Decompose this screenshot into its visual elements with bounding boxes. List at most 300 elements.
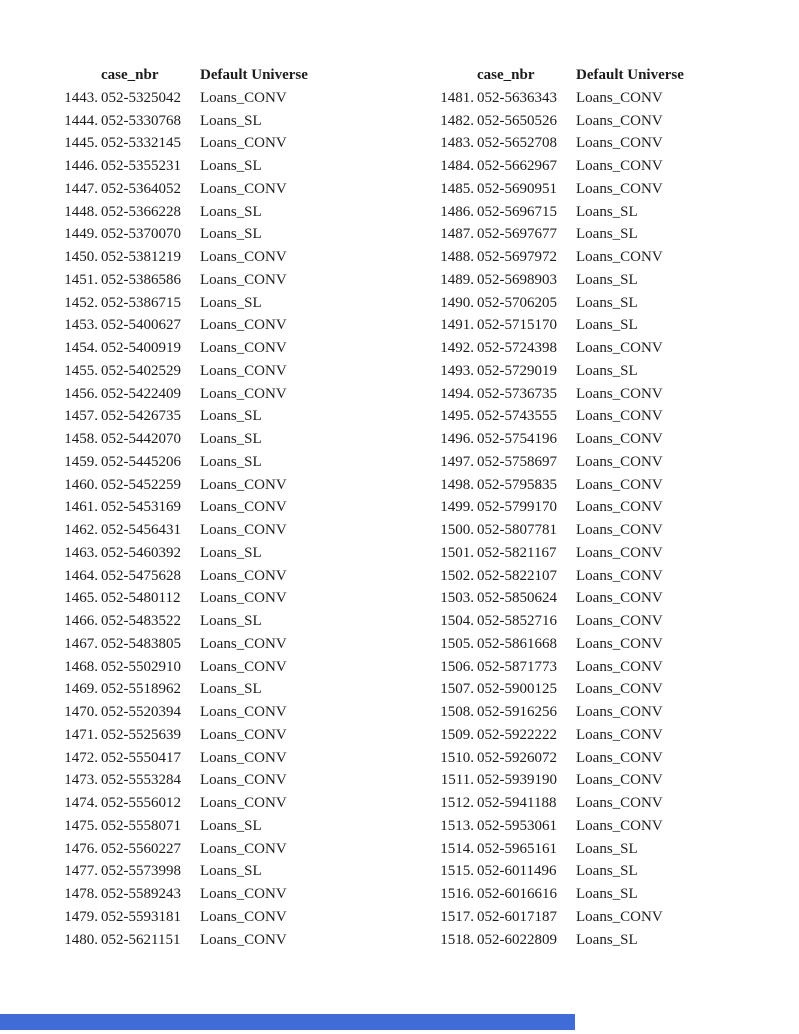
row-default-universe: Loans_CONV [576, 431, 663, 447]
row-case-nbr: 052-5724398 [477, 340, 557, 356]
row-case-nbr: 052-5900125 [477, 681, 557, 698]
row-index: 1472. [64, 749, 98, 766]
table-row [38, 929, 308, 952]
table-row [38, 269, 308, 292]
row-case-nbr: 052-5807781 [477, 522, 557, 538]
row-default-universe: Loans_CONV [200, 772, 287, 789]
row-case-nbr: 052-5402529 [101, 362, 181, 379]
table-row [38, 155, 308, 178]
row-index: 1456. [64, 385, 98, 402]
row-case-nbr: 052-5422409 [101, 385, 181, 402]
row-default-universe: Loans_CONV [200, 658, 287, 675]
row-case-nbr: 052-5442070 [101, 431, 181, 447]
row-index: 1503. [440, 590, 474, 607]
column-header-default-universe: Default Universe [200, 67, 308, 83]
row-default-universe: Loans_SL [200, 158, 262, 174]
row-index: 1448. [64, 203, 98, 220]
row-case-nbr: 052-5453169 [101, 499, 181, 516]
row-default-universe: Loans_CONV [200, 704, 287, 720]
row-index: 1497. [440, 453, 474, 470]
row-index: 1451. [64, 271, 98, 288]
table-row [38, 383, 308, 406]
row-default-universe: Loans_CONV [200, 795, 287, 811]
table-row [38, 678, 308, 701]
row-case-nbr: 052-5330768 [101, 112, 181, 129]
row-index: 1513. [440, 817, 474, 834]
case-table-right [414, 64, 684, 951]
row-case-nbr: 052-5729019 [477, 362, 557, 379]
table-row [414, 769, 684, 792]
table-row [38, 542, 308, 565]
row-index: 1510. [440, 749, 474, 766]
row-default-universe: Loans_CONV [576, 522, 663, 538]
row-default-universe: Loans_CONV [200, 271, 287, 288]
table-row [38, 633, 308, 656]
table-row [38, 860, 308, 883]
row-default-universe: Loans_SL [200, 203, 262, 220]
table-row [38, 178, 308, 201]
row-case-nbr: 052-5475628 [101, 567, 181, 584]
row-index: 1471. [64, 726, 98, 743]
row-case-nbr: 052-5366228 [101, 203, 181, 220]
row-default-universe: Loans_SL [576, 317, 638, 334]
row-default-universe: Loans_CONV [576, 613, 663, 629]
row-case-nbr: 052-5483522 [101, 613, 181, 629]
row-default-universe: Loans_CONV [576, 180, 663, 197]
table-row [414, 701, 684, 724]
row-index: 1512. [440, 795, 474, 811]
row-default-universe: Loans_SL [200, 681, 262, 698]
row-default-universe: Loans_CONV [576, 135, 663, 152]
row-index: 1501. [440, 544, 474, 561]
row-default-universe: Loans_CONV [200, 385, 287, 402]
table-row [414, 519, 684, 542]
table-row [414, 565, 684, 588]
table-row [38, 110, 308, 133]
row-default-universe: Loans_SL [576, 294, 638, 311]
row-default-universe: Loans_CONV [200, 522, 287, 538]
row-default-universe: Loans_SL [576, 362, 638, 379]
row-default-universe: Loans_CONV [576, 499, 663, 516]
row-index: 1458. [64, 431, 98, 447]
table-row [414, 838, 684, 861]
row-case-nbr: 052-5871773 [477, 658, 557, 675]
table-row [38, 587, 308, 610]
row-default-universe: Loans_CONV [576, 704, 663, 720]
row-index: 1504. [440, 613, 474, 629]
row-default-universe: Loans_CONV [576, 590, 663, 607]
row-index: 1450. [64, 249, 98, 265]
row-case-nbr: 052-5460392 [101, 544, 181, 561]
row-index: 1498. [440, 476, 474, 493]
table-row [414, 360, 684, 383]
row-case-nbr: 052-5386586 [101, 271, 181, 288]
table-row [414, 223, 684, 246]
table-row [38, 769, 308, 792]
row-default-universe: Loans_CONV [200, 89, 287, 106]
row-index: 1467. [64, 635, 98, 652]
row-default-universe: Loans_CONV [576, 567, 663, 584]
row-case-nbr: 052-5520394 [101, 704, 181, 720]
table-row [414, 792, 684, 815]
row-default-universe: Loans_CONV [200, 249, 287, 265]
row-index: 1518. [440, 931, 474, 948]
row-default-universe: Loans_CONV [576, 544, 663, 561]
table-row [38, 815, 308, 838]
index-header-spacer [414, 64, 474, 87]
row-index: 1489. [440, 271, 474, 288]
table-row [38, 223, 308, 246]
row-case-nbr: 052-5456431 [101, 522, 181, 538]
row-default-universe: Loans_SL [200, 453, 262, 470]
row-default-universe: Loans_SL [200, 817, 262, 834]
table-row [38, 610, 308, 633]
table-row [414, 428, 684, 451]
row-case-nbr: 052-5736735 [477, 385, 557, 402]
row-default-universe: Loans_CONV [200, 317, 287, 334]
row-default-universe: Loans_SL [200, 544, 262, 561]
row-default-universe: Loans_SL [576, 931, 638, 948]
row-index: 1452. [64, 294, 98, 311]
row-default-universe: Loans_SL [200, 431, 262, 447]
table-row [414, 883, 684, 906]
row-index: 1508. [440, 704, 474, 720]
row-case-nbr: 052-5386715 [101, 294, 181, 311]
row-default-universe: Loans_CONV [200, 499, 287, 516]
table-row [38, 906, 308, 929]
table-row [414, 337, 684, 360]
row-default-universe: Loans_CONV [200, 931, 287, 948]
row-index: 1460. [64, 476, 98, 493]
row-default-universe: Loans_CONV [576, 453, 663, 470]
row-case-nbr: 052-5426735 [101, 408, 181, 425]
row-default-universe: Loans_CONV [576, 340, 663, 356]
row-default-universe: Loans_CONV [200, 476, 287, 493]
row-index: 1453. [64, 317, 98, 334]
table-row [38, 883, 308, 906]
row-index: 1488. [440, 249, 474, 265]
row-default-universe: Loans_SL [576, 271, 638, 288]
row-default-universe: Loans_CONV [200, 362, 287, 379]
row-case-nbr: 052-5953061 [477, 817, 557, 834]
row-default-universe: Loans_SL [200, 294, 262, 311]
row-index: 1517. [440, 908, 474, 925]
row-default-universe: Loans_CONV [200, 635, 287, 652]
row-default-universe: Loans_CONV [576, 908, 663, 925]
table-row [414, 269, 684, 292]
row-index: 1455. [64, 362, 98, 379]
row-index: 1511. [440, 772, 474, 789]
row-index: 1500. [440, 522, 474, 538]
row-default-universe: Loans_CONV [576, 658, 663, 675]
row-default-universe: Loans_CONV [200, 590, 287, 607]
row-index: 1507. [440, 681, 474, 698]
row-default-universe: Loans_CONV [200, 340, 287, 356]
row-case-nbr: 052-5706205 [477, 294, 557, 311]
table-row [38, 792, 308, 815]
row-index: 1465. [64, 590, 98, 607]
table-row [414, 246, 684, 269]
row-default-universe: Loans_CONV [576, 112, 663, 129]
column-header-default-universe: Default Universe [576, 67, 684, 83]
row-case-nbr: 052-5355231 [101, 158, 181, 174]
row-index: 1485. [440, 180, 474, 197]
row-index: 1466. [64, 613, 98, 629]
row-case-nbr: 052-5821167 [477, 544, 557, 561]
row-index: 1483. [440, 135, 474, 152]
table-row [414, 110, 684, 133]
table-row [38, 337, 308, 360]
table-row [414, 929, 684, 952]
table-header-right [414, 64, 684, 87]
row-case-nbr: 052-5483805 [101, 635, 181, 652]
row-default-universe: Loans_CONV [200, 908, 287, 925]
table-row [414, 747, 684, 770]
row-index: 1462. [64, 522, 98, 538]
row-case-nbr: 052-5939190 [477, 772, 557, 789]
row-index: 1502. [440, 567, 474, 584]
row-index: 1491. [440, 317, 474, 334]
table-row [414, 155, 684, 178]
table-row [414, 474, 684, 497]
row-index: 1514. [440, 840, 474, 857]
table-row [414, 633, 684, 656]
row-default-universe: Loans_CONV [576, 385, 663, 402]
table-row [414, 587, 684, 610]
row-case-nbr: 052-5861668 [477, 635, 557, 652]
row-index: 1499. [440, 499, 474, 516]
row-default-universe: Loans_CONV [576, 408, 663, 425]
row-default-universe: Loans_CONV [200, 840, 287, 857]
row-case-nbr: 052-5754196 [477, 431, 557, 447]
row-default-universe: Loans_CONV [576, 817, 663, 834]
row-index: 1496. [440, 431, 474, 447]
row-index: 1490. [440, 294, 474, 311]
row-index: 1454. [64, 340, 98, 356]
table-row [38, 87, 308, 110]
row-default-universe: Loans_SL [200, 408, 262, 425]
index-header-spacer [38, 64, 98, 87]
table-row [38, 405, 308, 428]
row-case-nbr: 052-5652708 [477, 135, 557, 152]
row-case-nbr: 052-5589243 [101, 886, 181, 902]
row-index: 1464. [64, 567, 98, 584]
row-case-nbr: 052-5621151 [101, 931, 181, 948]
table-row [414, 678, 684, 701]
row-index: 1475. [64, 817, 98, 834]
footer-highlight-bar [0, 1014, 575, 1030]
row-case-nbr: 052-5381219 [101, 249, 181, 265]
table-row [414, 860, 684, 883]
row-default-universe: Loans_CONV [200, 180, 287, 197]
row-index: 1468. [64, 658, 98, 675]
row-default-universe: Loans_SL [576, 840, 638, 857]
table-row [38, 292, 308, 315]
table-row [414, 132, 684, 155]
row-case-nbr: 052-5926072 [477, 749, 557, 766]
row-index: 1477. [64, 863, 98, 880]
table-row [414, 87, 684, 110]
row-default-universe: Loans_CONV [200, 567, 287, 584]
row-case-nbr: 052-5400919 [101, 340, 181, 356]
row-case-nbr: 052-5922222 [477, 726, 557, 743]
row-index: 1443. [64, 89, 98, 106]
row-case-nbr: 052-5650526 [477, 112, 557, 129]
row-index: 1493. [440, 362, 474, 379]
row-case-nbr: 052-5556012 [101, 795, 181, 811]
row-index: 1492. [440, 340, 474, 356]
row-index: 1463. [64, 544, 98, 561]
row-case-nbr: 052-5799170 [477, 499, 557, 516]
row-case-nbr: 052-6022809 [477, 931, 557, 948]
row-index: 1470. [64, 704, 98, 720]
row-case-nbr: 052-5558071 [101, 817, 181, 834]
table-row [38, 474, 308, 497]
row-case-nbr: 052-5850624 [477, 590, 557, 607]
table-row [38, 496, 308, 519]
row-index: 1516. [440, 886, 474, 902]
row-default-universe: Loans_SL [200, 226, 262, 243]
row-default-universe: Loans_SL [576, 863, 638, 880]
row-default-universe: Loans_CONV [576, 476, 663, 493]
table-row [38, 724, 308, 747]
row-case-nbr: 052-5445206 [101, 453, 181, 470]
row-case-nbr: 052-5400627 [101, 317, 181, 334]
row-default-universe: Loans_CONV [576, 635, 663, 652]
table-row [414, 542, 684, 565]
row-index: 1480. [64, 931, 98, 948]
table-row [414, 496, 684, 519]
table-row [38, 314, 308, 337]
row-case-nbr: 052-5480112 [101, 590, 181, 607]
row-case-nbr: 052-5696715 [477, 203, 557, 220]
row-index: 1509. [440, 726, 474, 743]
row-case-nbr: 052-5550417 [101, 749, 181, 766]
table-row [38, 656, 308, 679]
row-case-nbr: 052-5452259 [101, 476, 181, 493]
table-row [38, 838, 308, 861]
table-row [38, 360, 308, 383]
row-case-nbr: 052-5941188 [477, 795, 557, 811]
row-default-universe: Loans_CONV [200, 749, 287, 766]
row-default-universe: Loans_CONV [576, 158, 663, 174]
row-index: 1469. [64, 681, 98, 698]
table-row [414, 724, 684, 747]
row-index: 1447. [64, 180, 98, 197]
case-table-left [38, 64, 308, 951]
table-row [38, 132, 308, 155]
table-row [414, 405, 684, 428]
row-index: 1473. [64, 772, 98, 789]
row-index: 1494. [440, 385, 474, 402]
row-case-nbr: 052-5636343 [477, 89, 557, 106]
row-case-nbr: 052-5690951 [477, 180, 557, 197]
row-index: 1495. [440, 408, 474, 425]
row-case-nbr: 052-5743555 [477, 408, 557, 425]
table-row [38, 246, 308, 269]
table-row [38, 428, 308, 451]
row-case-nbr: 052-5822107 [477, 567, 557, 584]
row-index: 1487. [440, 226, 474, 243]
table-row [38, 565, 308, 588]
row-case-nbr: 052-5525639 [101, 726, 181, 743]
row-default-universe: Loans_SL [200, 613, 262, 629]
row-case-nbr: 052-5332145 [101, 135, 181, 152]
row-default-universe: Loans_CONV [200, 135, 287, 152]
column-header-case-nbr: case_nbr [477, 67, 535, 83]
row-index: 1484. [440, 158, 474, 174]
table-row [38, 747, 308, 770]
row-default-universe: Loans_CONV [576, 89, 663, 106]
table-row [414, 906, 684, 929]
row-default-universe: Loans_SL [576, 886, 638, 902]
row-case-nbr: 052-5697972 [477, 249, 557, 265]
row-index: 1479. [64, 908, 98, 925]
row-index: 1478. [64, 886, 98, 902]
row-default-universe: Loans_CONV [200, 726, 287, 743]
row-default-universe: Loans_SL [576, 203, 638, 220]
table-row [414, 610, 684, 633]
table-rows-left [38, 87, 308, 952]
table-row [414, 201, 684, 224]
row-case-nbr: 052-5916256 [477, 704, 557, 720]
row-index: 1457. [64, 408, 98, 425]
row-case-nbr: 052-5325042 [101, 89, 181, 106]
row-case-nbr: 052-5698903 [477, 271, 557, 288]
row-case-nbr: 052-5370070 [101, 226, 181, 243]
row-index: 1506. [440, 658, 474, 675]
table-header-left [38, 64, 308, 87]
row-case-nbr: 052-6011496 [477, 863, 557, 880]
column-header-case-nbr: case_nbr [101, 67, 159, 83]
table-row [38, 451, 308, 474]
table-row [414, 178, 684, 201]
row-case-nbr: 052-5715170 [477, 317, 557, 334]
row-index: 1444. [64, 112, 98, 129]
row-index: 1515. [440, 863, 474, 880]
row-index: 1486. [440, 203, 474, 220]
row-default-universe: Loans_CONV [576, 681, 663, 698]
row-index: 1459. [64, 453, 98, 470]
table-row [414, 314, 684, 337]
row-index: 1505. [440, 635, 474, 652]
row-case-nbr: 052-5364052 [101, 180, 181, 197]
table-row [38, 701, 308, 724]
row-default-universe: Loans_CONV [576, 249, 663, 265]
row-case-nbr: 052-5553284 [101, 772, 181, 789]
row-case-nbr: 052-5758697 [477, 453, 557, 470]
row-case-nbr: 052-6017187 [477, 908, 557, 925]
row-index: 1445. [64, 135, 98, 152]
row-default-universe: Loans_SL [200, 863, 262, 880]
row-case-nbr: 052-5518962 [101, 681, 181, 698]
row-case-nbr: 052-5795835 [477, 476, 557, 493]
row-default-universe: Loans_CONV [200, 886, 287, 902]
row-default-universe: Loans_SL [576, 226, 638, 243]
row-case-nbr: 052-5573998 [101, 863, 181, 880]
table-row [38, 201, 308, 224]
row-index: 1449. [64, 226, 98, 243]
table-row [414, 656, 684, 679]
row-case-nbr: 052-5593181 [101, 908, 181, 925]
row-default-universe: Loans_CONV [576, 772, 663, 789]
row-case-nbr: 052-5852716 [477, 613, 557, 629]
table-row [38, 519, 308, 542]
row-case-nbr: 052-5965161 [477, 840, 557, 857]
row-case-nbr: 052-5662967 [477, 158, 557, 174]
row-index: 1446. [64, 158, 98, 174]
row-default-universe: Loans_CONV [576, 749, 663, 766]
